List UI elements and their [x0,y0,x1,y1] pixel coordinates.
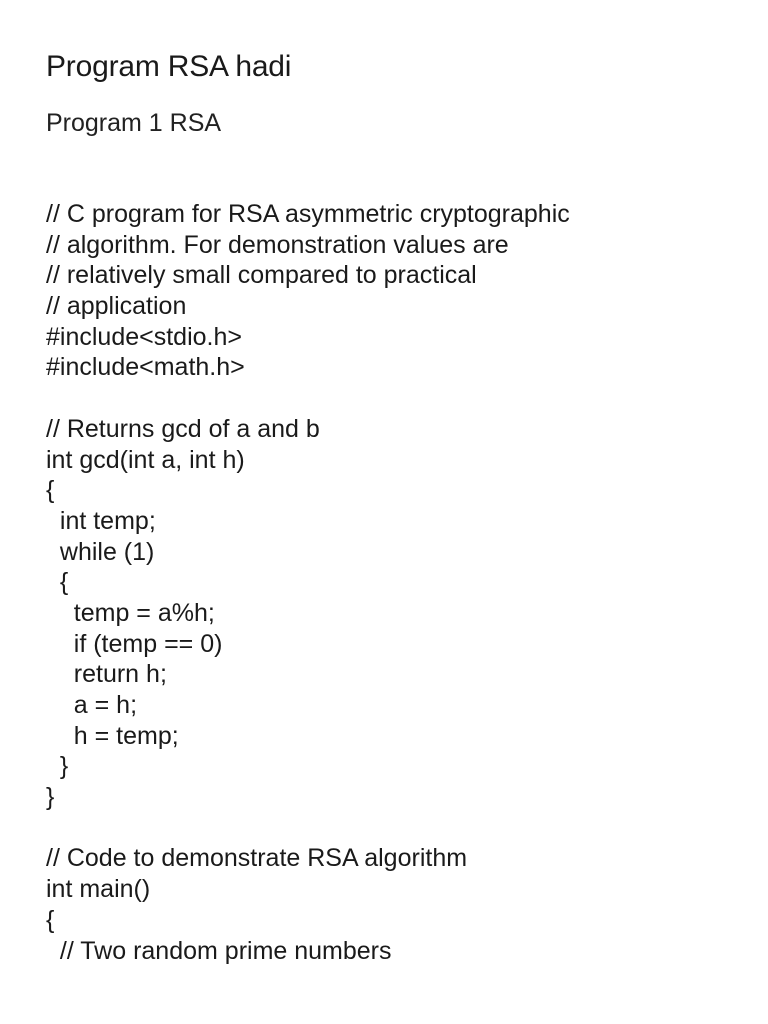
code-line: temp = a%h; [46,598,215,627]
code-line: return h; [46,660,167,689]
code-line: // application [46,292,187,321]
code-line: if (temp == 0) [46,629,223,658]
code-line: // C program for RSA asymmetric cryptographic [46,200,570,228]
code-line: { [46,476,55,505]
code-line: #include<math.h> [46,353,245,382]
code-line: #include<stdio.h> [46,322,242,351]
code-block [46,199,746,966]
code-line: { [46,905,55,934]
code-line: while (1) [46,537,155,566]
code-line: } [46,783,55,812]
code-line: int temp; [46,506,156,535]
code-line: // Returns gcd of a and b [46,414,320,443]
document-title: Program RSA hadi [46,50,292,83]
code-line [46,813,746,844]
code-line: // relatively small compared to practical [46,261,477,290]
code-line: int gcd(int a, int h) [46,445,245,474]
code-line: { [46,568,69,597]
code-line: } [46,752,69,781]
code-line: // Code to demonstrate RSA algorithm [46,844,468,873]
document-subtitle: Program 1 RSA [46,109,222,137]
code-line: h = temp; [46,721,179,750]
code-line: // Two random prime numbers [46,936,392,965]
code-line: // algorithm. For demonstration values are [46,230,509,259]
code-line [46,383,746,414]
code-line: int main() [46,875,151,904]
code-line: a = h; [46,691,138,719]
